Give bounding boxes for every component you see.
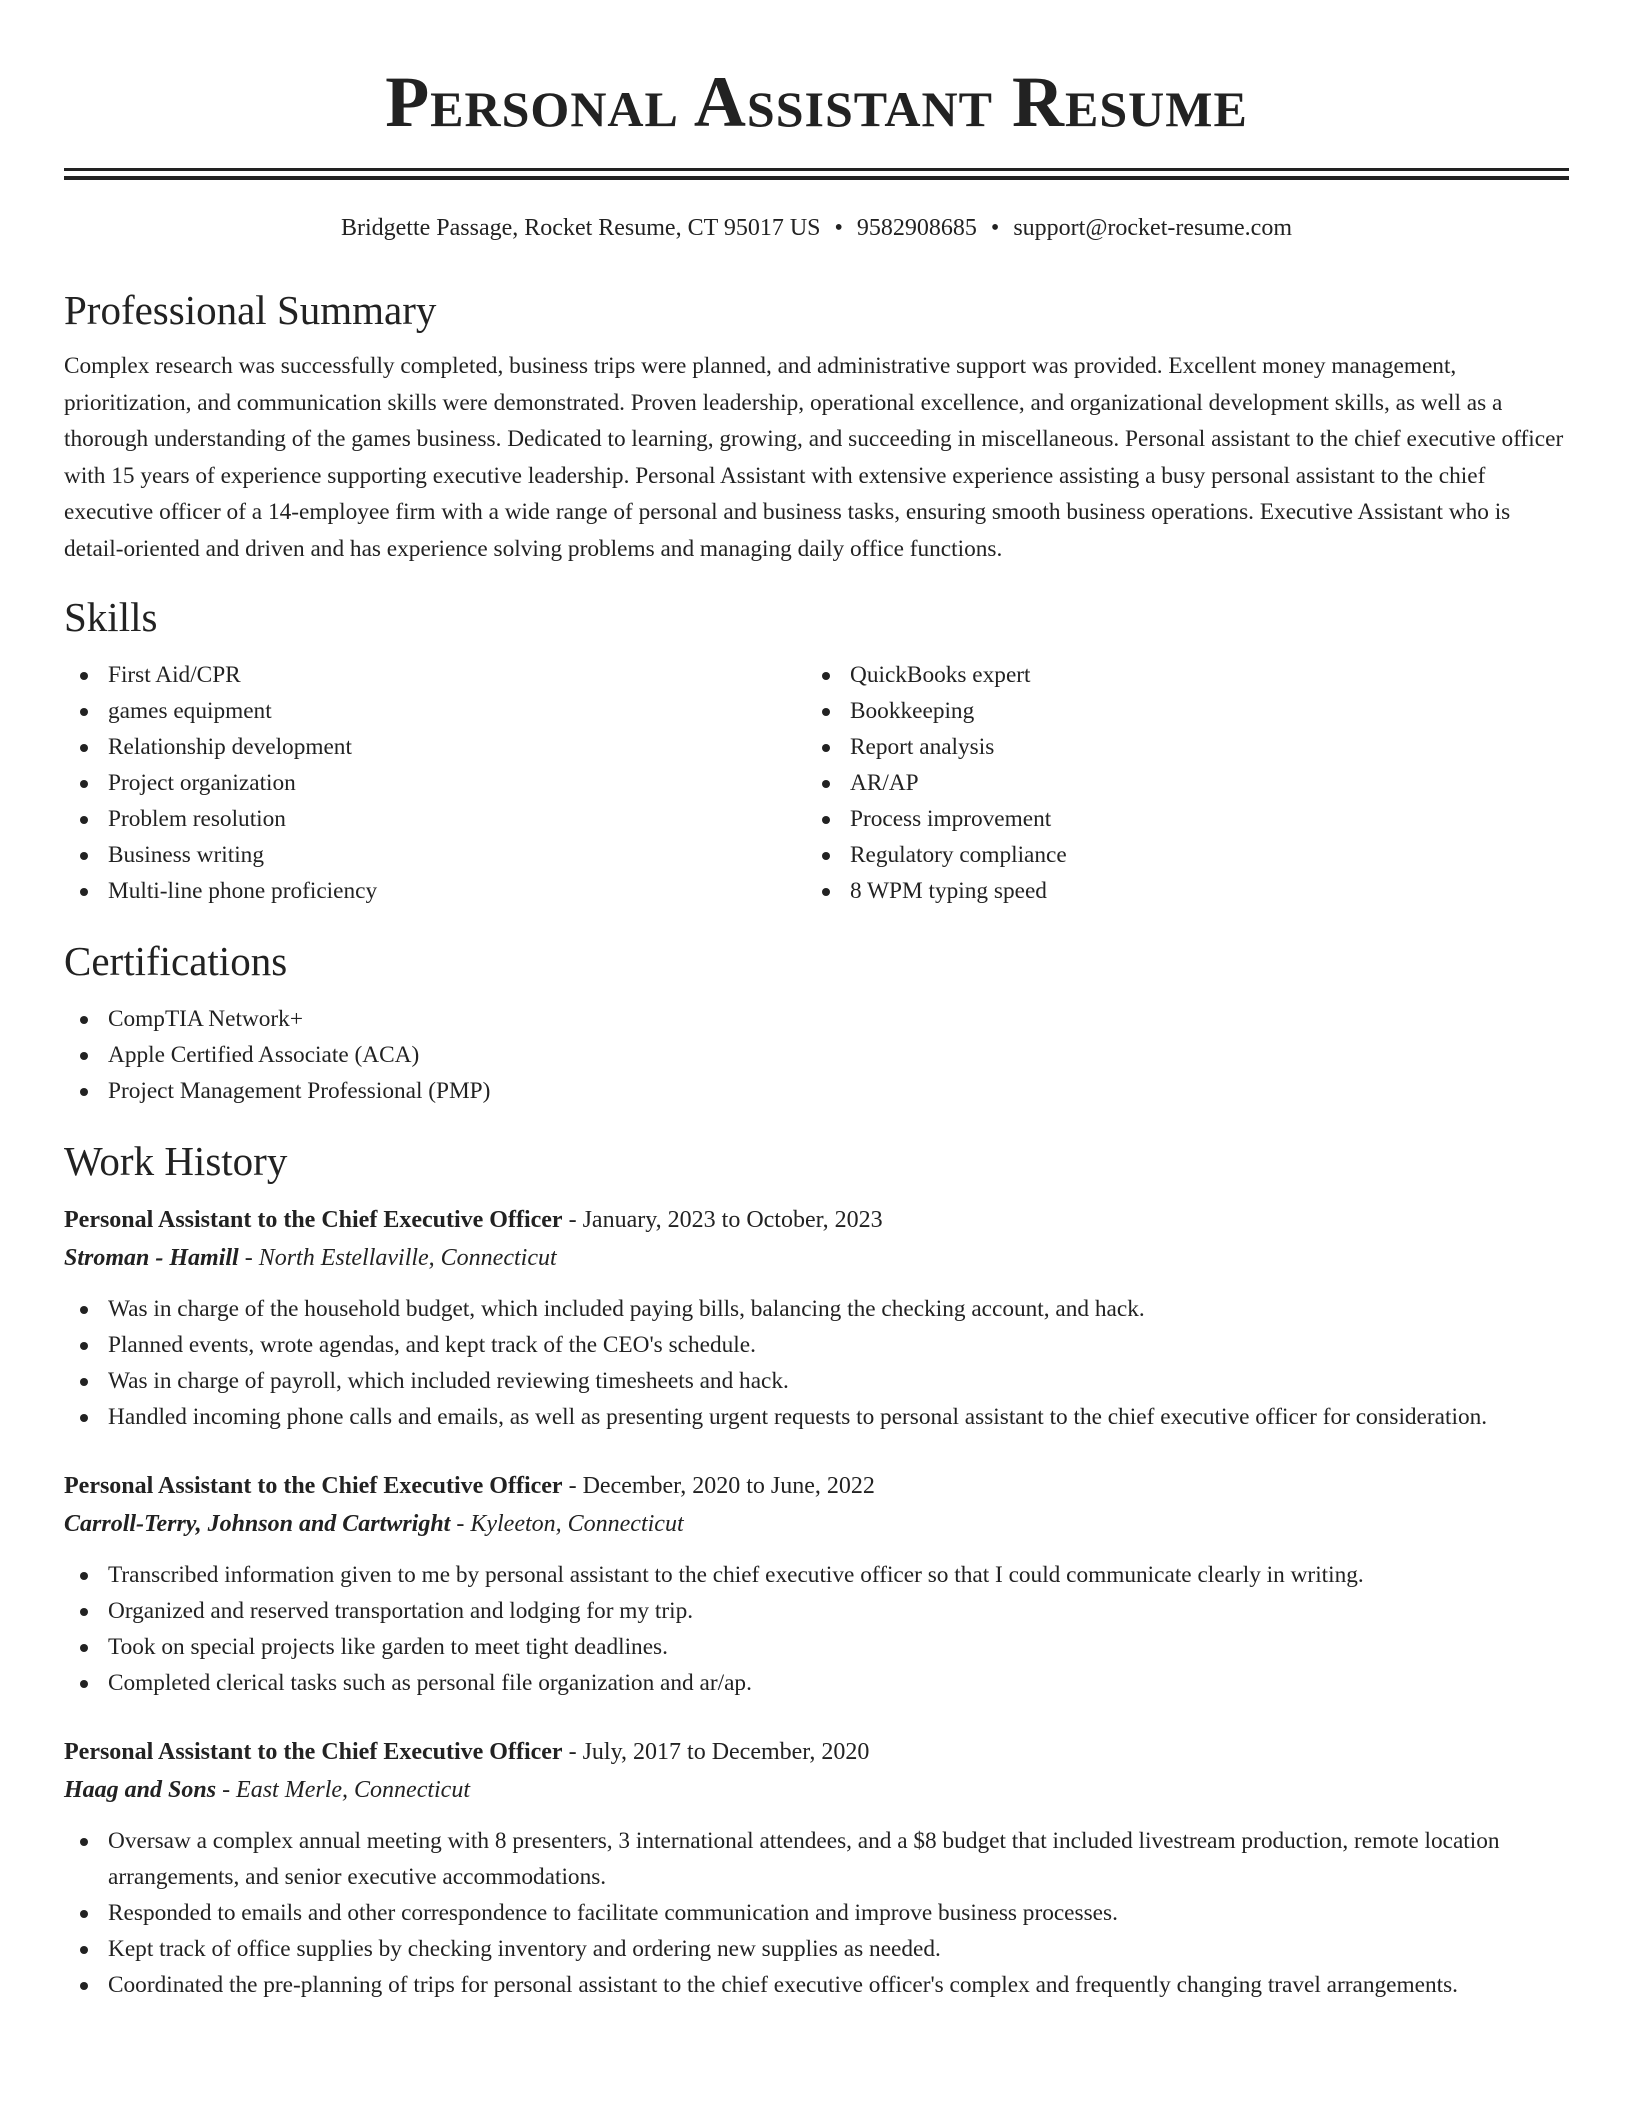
job-duty: Handled incoming phone calls and emails, as well as presenting urgent requests to personal assistant to the chief executive officer for consideration. [64,1399,1569,1435]
skills-column-left [64,657,806,909]
contact-separator: • [834,215,843,241]
job-duty: Responded to emails and other correspondence to facilitate communication and improve business processes. [64,1895,1569,1931]
job-title: Personal Assistant to the Chief Executive Officer [64,1739,563,1765]
skill-item: QuickBooks expert [806,657,1548,693]
job-entry [64,1467,1569,1701]
job-title-line [64,1201,1569,1239]
skills-column-right [806,657,1548,909]
job-title: Personal Assistant to the Chief Executive Officer [64,1207,563,1233]
job-duty: Oversaw a complex annual meeting with 8 presenters, 3 international attendees, and a $8 budget that included livestream production, remote location arrangements, and senior executive accommodations. [64,1823,1569,1895]
resume-page [64,0,1569,2003]
contact-line [64,212,1569,244]
job-duty: Completed clerical tasks such as personal file organization and ar/ap. [64,1665,1569,1701]
job-duty: Was in charge of the household budget, which included paying bills, balancing the checking account, and hack. [64,1291,1569,1327]
skill-item: Bookkeeping [806,693,1548,729]
job-location: - Kyleeton, Connecticut [456,1511,684,1537]
job-duty: Kept track of office supplies by checking inventory and ordering new supplies as needed. [64,1931,1569,1967]
skill-item: Multi-line phone proficiency [64,873,806,909]
contact-phone: 9582908685 [856,215,977,241]
summary-heading: Professional Summary [64,287,437,333]
skill-item: Business writing [64,837,806,873]
job-dates: - December, 2020 to June, 2022 [568,1473,875,1499]
skill-item: Relationship development [64,729,806,765]
job-company: Stroman - Hamill [64,1245,239,1271]
summary-text: Complex research was successfully completed, business trips were planned, and administrative support was provided. Excellent money management, prioritization, and communication skills were demonstrated. Proven leadership, operational excellence, and organizational development skills, as well as a thorough understanding of the games business. Dedicated to learning, growing, and succeeding in miscellaneous. Personal assistant to the chief executive officer with 15 years of experience supporting executive leadership. Personal Assistant with extensive experience assisting a busy personal assistant to the chief executive officer of a 14-employee firm with a wide range of personal and business tasks, ensuring smooth business operations. Executive Assistant who is detail-oriented and driven and has experience solving problems and managing daily office functions. [64,353,1564,562]
resume-title: Personal Assistant Resume [385,62,1248,142]
job-location: - North Estellaville, Connecticut [244,1245,557,1271]
job-company: Haag and Sons [64,1777,217,1803]
job-duties [64,1823,1569,2003]
job-company-line [64,1505,1569,1543]
certifications-list [64,1001,1569,1109]
skill-item: Process improvement [806,801,1548,837]
job-dates: - January, 2023 to October, 2023 [568,1207,883,1233]
skill-item: Regulatory compliance [806,837,1548,873]
job-location: - East Merle, Connecticut [222,1777,470,1803]
job-entry [64,1733,1569,2003]
skill-item: Project organization [64,765,806,801]
title-divider-thick [64,168,1569,171]
job-company-line [64,1771,1569,1809]
job-duties [64,1291,1569,1435]
job-duty: Organized and reserved transportation and lodging for my trip. [64,1593,1569,1629]
work-history-heading: Work History [64,1138,288,1184]
job-duties [64,1557,1569,1701]
job-title-line [64,1733,1569,1771]
certifications-section [64,937,1569,1109]
certification-item: Project Management Professional (PMP) [64,1073,1569,1109]
skill-item: Report analysis [806,729,1548,765]
skill-item: First Aid/CPR [64,657,806,693]
skill-item: games equipment [64,693,806,729]
job-duty: Planned events, wrote agendas, and kept track of the CEO's schedule. [64,1327,1569,1363]
skill-item: Problem resolution [64,801,806,837]
job-entry [64,1201,1569,1435]
contact-email[interactable]: support@rocket-resume.com [1013,215,1292,241]
contact-separator: • [990,215,1000,241]
job-title-line [64,1467,1569,1505]
job-duty: Transcribed information given to me by personal assistant to the chief executive officer so that I could communicate clearly in writing. [64,1557,1569,1593]
work-history-section [64,1137,1569,2003]
skills-section [64,593,1569,909]
job-company-line [64,1239,1569,1277]
job-duty: Coordinated the pre-planning of trips for personal assistant to the chief executive officer's complex and frequently changing travel arrangements. [64,1967,1569,2003]
job-duty: Was in charge of payroll, which included reviewing timesheets and hack. [64,1363,1569,1399]
job-title: Personal Assistant to the Chief Executive Officer [64,1473,563,1499]
job-company: Carroll-Terry, Johnson and Cartwright [64,1511,451,1537]
job-duty: Took on special projects like garden to meet tight deadlines. [64,1629,1569,1665]
certification-item: CompTIA Network+ [64,1001,1569,1037]
skills-heading: Skills [64,594,158,640]
summary-section [64,286,1569,567]
skill-item: AR/AP [806,765,1548,801]
title-divider-thin [64,176,1569,180]
skill-item: 8 WPM typing speed [806,873,1548,909]
certification-item: Apple Certified Associate (ACA) [64,1037,1569,1073]
contact-address: Bridgette Passage, Rocket Resume, CT 95017 US [340,215,821,241]
skills-columns [64,657,1569,909]
certifications-heading: Certifications [64,938,288,984]
job-dates: - July, 2017 to December, 2020 [568,1739,870,1765]
